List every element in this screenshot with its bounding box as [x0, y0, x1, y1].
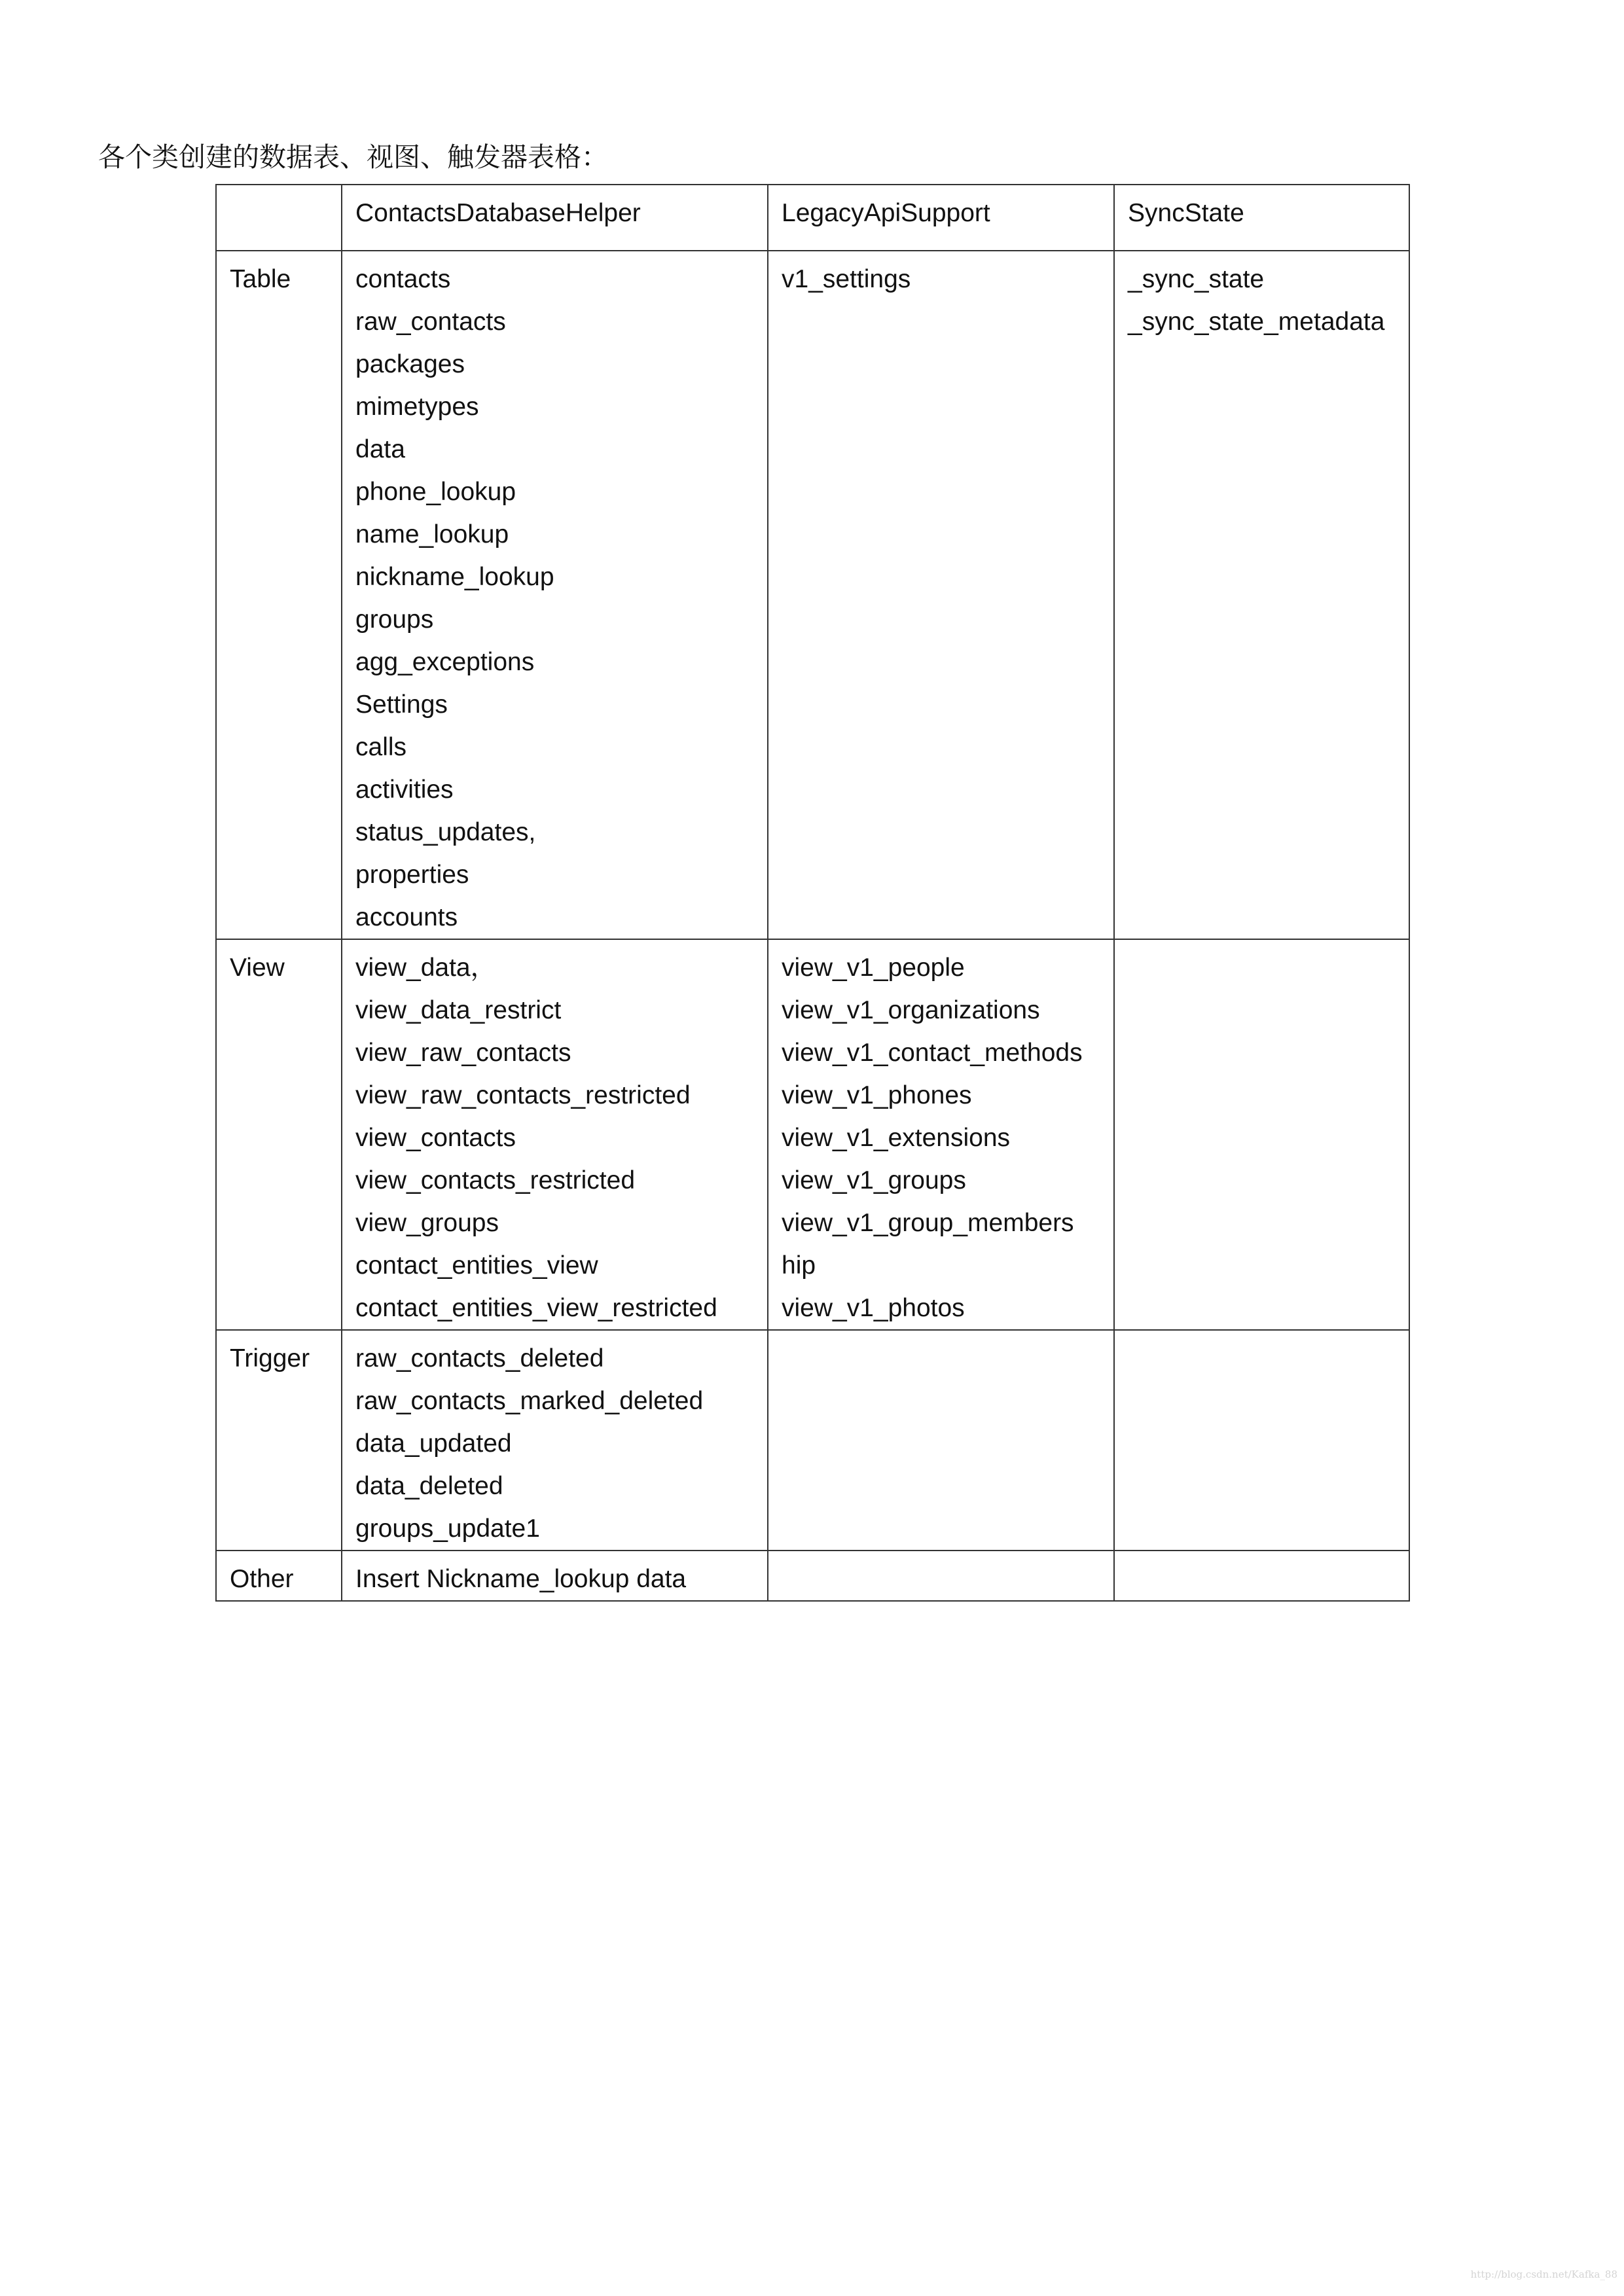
list-item: _sync_state_metadata [1128, 308, 1385, 336]
list-item: _sync_state [1128, 265, 1265, 293]
header-cell-empty [216, 185, 342, 251]
list-item: view_groups [355, 1209, 499, 1237]
legacy-api-support-triggers-cell [768, 1330, 1114, 1551]
list-item: agg_exceptions [355, 648, 535, 676]
list-item: raw_contacts_deleted [355, 1344, 604, 1372]
row-label-other: Other [216, 1551, 342, 1601]
list-item: view_v1_photos [782, 1294, 965, 1322]
contacts-database-helper-views-cell [342, 939, 768, 1330]
header-cell-sync-state: SyncState [1114, 185, 1409, 251]
list-item: groups_update1 [355, 1515, 540, 1543]
list-item: view_v1_people [782, 954, 965, 982]
row-label-trigger: Trigger [216, 1330, 342, 1551]
sync-state-triggers-cell [1114, 1330, 1409, 1551]
legacy-api-support-views-cell [768, 939, 1114, 1330]
list-item: calls [355, 733, 407, 761]
list-item: view_v1_contact_methods [782, 1039, 1083, 1067]
list-item: view_v1_groups [782, 1166, 966, 1194]
list-item: packages [355, 350, 465, 378]
legacy-api-support-other-cell [768, 1551, 1114, 1601]
list-item: view_data_restrict [355, 996, 562, 1024]
list-item: view_contacts_restricted [355, 1166, 636, 1194]
list-item: view_v1_extensions [782, 1124, 1011, 1152]
row-label-view: View [216, 939, 342, 1330]
watermark-text: http://blog.csdn.net/Kafka_88 [1470, 2269, 1617, 2280]
list-item: data_updated [355, 1429, 512, 1458]
list-item: view_raw_contacts_restricted [355, 1081, 691, 1109]
list-item: hip [782, 1251, 816, 1280]
list-item: mimetypes [355, 393, 479, 421]
list-item: Settings [355, 691, 448, 719]
list-item: view_v1_organizations [782, 996, 1040, 1024]
table-row-view [216, 939, 1409, 1330]
list-item: contact_entities_view [355, 1251, 598, 1280]
list-item: name_lookup [355, 520, 509, 548]
table-row-table [216, 251, 1409, 939]
list-item: groups [355, 605, 434, 634]
sync-state-other-cell [1114, 1551, 1409, 1601]
list-item: view_data， [355, 954, 496, 982]
table-row-trigger [216, 1330, 1409, 1551]
list-item: accounts [355, 903, 458, 931]
list-item: properties [355, 861, 469, 889]
list-item: raw_contacts_marked_deleted [355, 1387, 704, 1415]
header-cell-contacts-database-helper: ContactsDatabaseHelper [342, 185, 768, 251]
list-item: data [355, 435, 405, 463]
list-item: v1_settings [782, 265, 911, 293]
document-heading: 各个类创建的数据表、视图、触发器表格： [98, 141, 608, 173]
list-item: status_updates, [355, 818, 536, 846]
row-label-table: Table [216, 251, 342, 939]
list-item: raw_contacts [355, 308, 506, 336]
sync-state-tables-cell [1114, 251, 1409, 939]
legacy-api-support-tables-cell [768, 251, 1114, 939]
table-header-row [216, 185, 1409, 251]
table-row-other [216, 1551, 1409, 1601]
list-item: Insert Nickname_lookup data [355, 1565, 687, 1593]
list-item: view_contacts [355, 1124, 516, 1152]
contacts-database-helper-other-cell [342, 1551, 768, 1601]
contacts-database-helper-triggers-cell [342, 1330, 768, 1551]
list-item: activities [355, 776, 454, 804]
list-item: view_v1_phones [782, 1081, 972, 1109]
list-item: data_deleted [355, 1472, 503, 1500]
database-objects-table [215, 184, 1410, 1602]
contacts-database-helper-tables-cell [342, 251, 768, 939]
list-item: contacts [355, 265, 451, 293]
list-item: phone_lookup [355, 478, 516, 506]
list-item: view_raw_contacts [355, 1039, 571, 1067]
header-cell-legacy-api-support: LegacyApiSupport [768, 185, 1114, 251]
sync-state-views-cell [1114, 939, 1409, 1330]
list-item: view_v1_group_members [782, 1209, 1074, 1237]
list-item: contact_entities_view_restricted [355, 1294, 717, 1322]
list-item: nickname_lookup [355, 563, 554, 591]
